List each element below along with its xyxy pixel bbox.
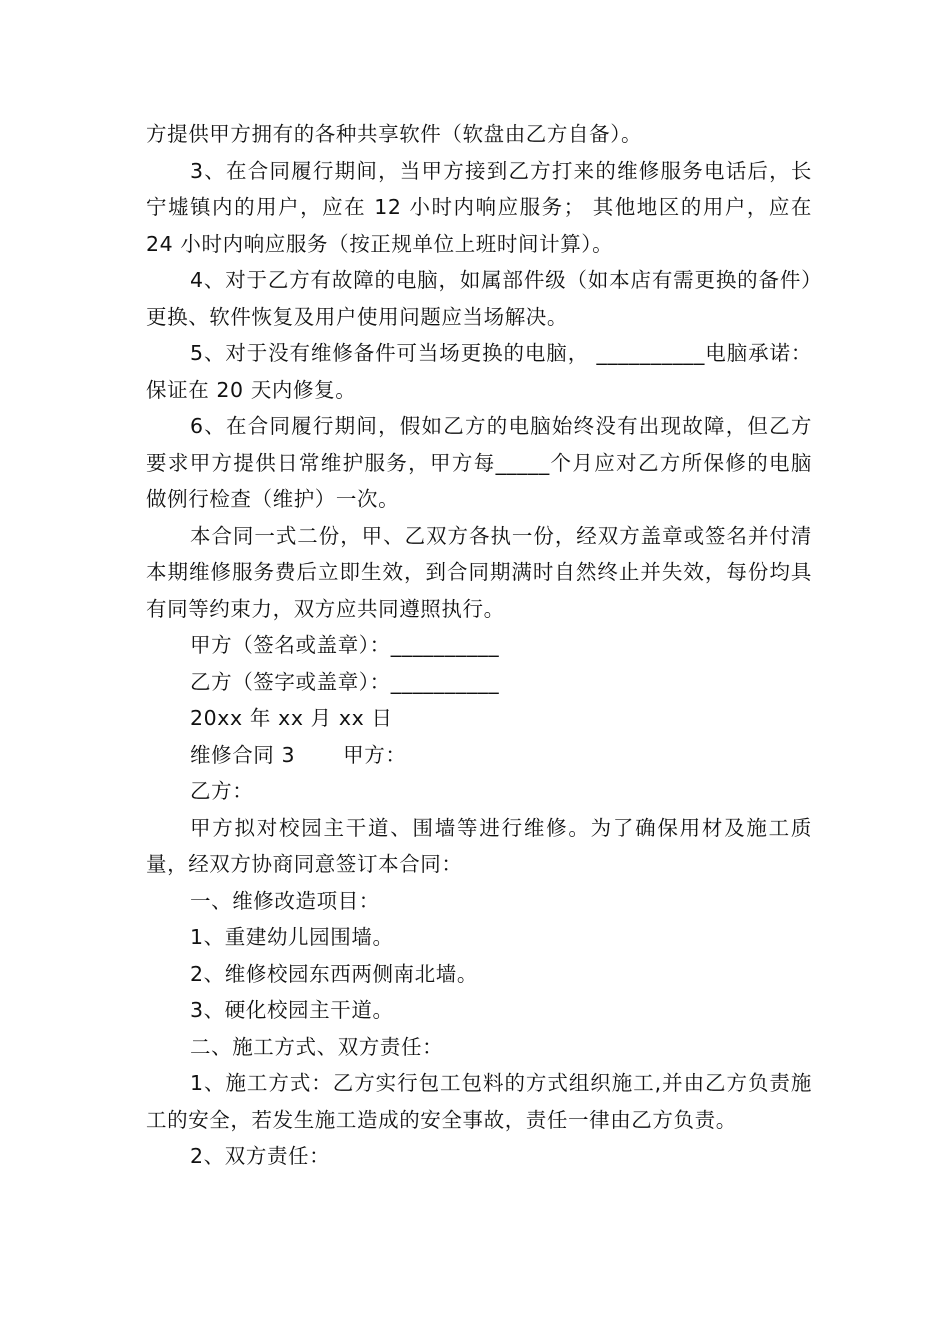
project-item-1: 1、重建幼儿园围墙。 [190, 925, 394, 949]
contract-3-party-b: 乙方： [190, 779, 254, 803]
date-line: 20xx 年 xx 月 xx 日 [190, 706, 393, 730]
paragraph-software: 方提供甲方拥有的各种共享软件（软盘由乙方自备）。 [146, 122, 643, 146]
contract-3-party-a: 甲方： [343, 742, 407, 767]
contract-3-intro: 甲方拟对校园主干道、围墙等进行维修。为了确保用材及施工质量，经双方协商同意签订本合同： [146, 815, 812, 876]
signature-party-a: 甲方（签名或盖章）：__________ [190, 633, 500, 657]
section-heading-projects: 一、维修改造项目： [190, 888, 380, 913]
signature-party-b: 乙方（签字或盖章）：__________ [190, 669, 500, 694]
paragraph-clause-5: 5、对于没有维修备件可当场更换的电脑， __________电脑承诺：保证在 20 天内修复。 [146, 341, 812, 402]
paragraph-clause-6: 6、在合同履行期间，假如乙方的电脑始终没有出现故障，但乙方要求甲方提供日常维护服务，甲方每_____个月应对乙方所保修的电脑做例行检查（维护）一次。 [146, 414, 812, 511]
project-item-3: 3、硬化校园主干道。 [190, 998, 394, 1022]
document-body [146, 116, 812, 1175]
construction-method: 1、施工方式：乙方实行包工包料的方式组织施工,并由乙方负责施工的安全，若发生施工造成的安全事故，责任一律由乙方负责。 [146, 1071, 812, 1132]
responsibilities-heading: 2、双方责任： [190, 1144, 331, 1168]
paragraph-clause-4: 4、对于乙方有故障的电脑，如属部件级（如本店有需更换的备件）更换、软件恢复及用户使用问题应当场解决。 [146, 268, 812, 329]
project-item-2: 2、维修校园东西两侧南北墙。 [190, 961, 478, 986]
section-heading-construction: 二、施工方式、双方责任： [190, 1034, 444, 1059]
contract-3-heading [146, 737, 812, 774]
contract-3-title: 维修合同 3 [190, 742, 296, 767]
paragraph-copies: 本合同一式二份，甲、乙双方各执一份，经双方盖章或签名并付清本期维修服务费后立即生效，到合同期满时自然终止并失效，每份均具有同等约束力，双方应共同遵照执行。 [146, 523, 812, 621]
paragraph-clause-3: 3、在合同履行期间，当甲方接到乙方打来的维修服务电话后，长宁墟镇内的用户，应在 12 小时内响应服务； 其他地区的用户，应在 24 小时内响应服务（按正规单位上班时间计算）。 [146, 158, 812, 256]
